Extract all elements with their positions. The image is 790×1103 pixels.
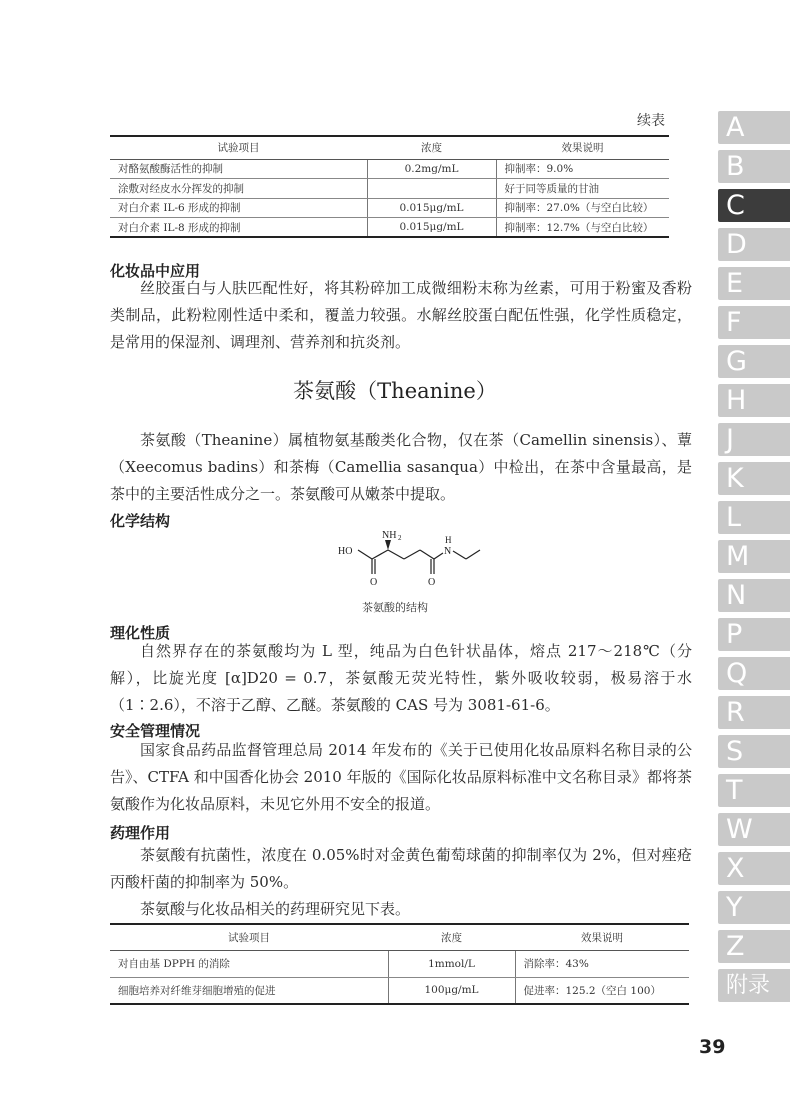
cell-effect: 消除率：43% — [515, 950, 689, 977]
structure-heading: 化学结构 — [110, 512, 171, 530]
header-concentration: 浓度 — [367, 136, 496, 159]
cell-concentration: 0.015μg/mL — [367, 218, 496, 238]
cosmetic-paragraph: 丝胶蛋白与人肤匹配性好，将其粉碎加工成微细粉末称为丝素，可用于粉蜜及香粉类制品，此粉粒刚性适中柔和，覆盖力较强。水解丝胶蛋白配伍性强，化学性质稳定，是常用的保湿剂、调理剂、营养剂和抗炎剂。 — [110, 279, 692, 351]
cell-effect: 抑制率：9.0% — [496, 159, 669, 179]
index-tab-r[interactable]: R — [718, 696, 790, 729]
index-tab-l[interactable]: L — [718, 501, 790, 534]
structure-caption: 茶氨酸的结构 — [362, 601, 428, 614]
index-tab-j[interactable]: J — [718, 423, 790, 456]
index-tab-s[interactable]: S — [718, 735, 790, 768]
bond — [420, 550, 434, 559]
intro-paragraph: 茶氨酸（Theanine）属植物氨基酸类化合物，仅在茶（Camellin sinensis）、蕈（Xeecomus badins）和茶梅（Camellia sasanqua）中检出，在茶中含量最高，是茶中的主要活性成分之一。茶氨酸可从嫩茶中提取。 — [110, 431, 692, 503]
bond — [372, 550, 388, 559]
atom-ho: HO — [338, 546, 353, 557]
index-tab-c[interactable]: C — [718, 189, 790, 222]
cell-item: 对白介素 IL-8 形成的抑制 — [118, 221, 241, 234]
index-tab-q[interactable]: Q — [718, 657, 790, 690]
index-tab-b[interactable]: B — [718, 150, 790, 183]
continued-label: 续表 — [637, 113, 665, 129]
cell-effect: 好于同等质量的甘油 — [496, 179, 669, 199]
entry-title: 茶氨酸（Theanine） — [293, 379, 497, 403]
index-tab-y[interactable]: Y — [718, 891, 790, 924]
cell-concentration: 100μg/mL — [388, 977, 515, 1004]
cell-effect: 抑制率：12.7%（与空白比较） — [504, 221, 654, 234]
index-tab-d[interactable]: D — [718, 228, 790, 261]
cell-concentration: 1mmol/L — [388, 950, 515, 977]
index-tab-f[interactable]: F — [718, 306, 790, 339]
atom-nh2-subscript: 2 — [398, 534, 402, 542]
pharma-paragraph: 茶氨酸有抗菌性，浓度在 0.05%时对金黄色葡萄球菌的抑制率仅为 2%，但对痤疮丙酸杆菌的抑制率为 50%。 — [110, 846, 692, 891]
cell-concentration — [367, 179, 496, 199]
index-tab-e[interactable]: E — [718, 267, 790, 300]
physchem-heading: 理化性质 — [110, 624, 171, 642]
cell-item: 涂敷对经皮水分挥发的抑制 — [110, 179, 367, 199]
table-row — [110, 218, 669, 238]
table-row — [110, 950, 689, 977]
index-tab-m[interactable]: M — [718, 540, 790, 573]
theanine-structure-diagram — [330, 530, 490, 600]
atom-nh: NH — [382, 530, 397, 541]
bond — [466, 550, 480, 559]
cosmetic-heading: 化妆品中应用 — [110, 262, 201, 280]
index-tab-x[interactable]: X — [718, 852, 790, 885]
index-tab-p[interactable]: P — [718, 618, 790, 651]
table-header-row — [110, 924, 689, 950]
index-tab-h[interactable]: H — [718, 384, 790, 417]
bond — [453, 551, 466, 559]
bond — [404, 550, 420, 559]
bond — [434, 553, 443, 559]
data-table-bottom — [110, 923, 689, 1005]
index-tab-a[interactable]: A — [718, 111, 790, 144]
data-table-top — [110, 135, 669, 238]
safety-heading: 安全管理情况 — [110, 722, 201, 740]
header-test-item: 试验项目 — [110, 924, 388, 950]
index-tab-z[interactable]: Z — [718, 930, 790, 963]
safety-paragraph: 国家食品药品监督管理总局 2014 年发布的《关于已使用化妆品原料名称目录的公告》、CTFA 和中国香化协会 2010 年版的《国际化妆品原料标准中文名称目录》都将茶氨酸作为化妆品原料，未见它外用不安全的报道。 — [110, 741, 692, 813]
header-effect: 效果说明 — [496, 136, 669, 159]
atom-o: O — [428, 577, 436, 588]
atom-n: N — [444, 546, 452, 557]
cell-concentration: 0.2mg/mL — [367, 159, 496, 179]
index-tab-t[interactable]: T — [718, 774, 790, 807]
wedge-bond — [385, 540, 391, 550]
bond — [358, 550, 372, 559]
cell-effect: 抑制率：27.0%（与空白比较） — [496, 198, 669, 218]
pharma-paragraph-table-intro: 茶氨酸与化妆品相关的药理研究见下表。 — [140, 900, 411, 918]
table-row — [110, 977, 689, 1004]
physchem-paragraph: 自然界存在的茶氨酸均为 L 型，纯品为白色针状晶体，熔点 217～218℃（分解），比旋光度 [α]D20 = 0.7，茶氨酸无荧光特性，紫外吸收较弱，极易溶于水（1∶2.6），不溶于乙醇、乙醚。茶氨酸的 CAS 号为 3081-61-6。 — [110, 642, 692, 714]
index-tab-g[interactable]: G — [718, 345, 790, 378]
cell-concentration: 0.015μg/mL — [367, 198, 496, 218]
index-tab-appendix[interactable]: 附录 — [718, 969, 790, 1002]
index-tab-n[interactable]: N — [718, 579, 790, 612]
cell-item: 对自由基 DPPH 的消除 — [110, 950, 388, 977]
header-concentration: 浓度 — [388, 924, 515, 950]
cell-item: 细胞培养对纤维芽细胞增殖的促进 — [118, 984, 276, 997]
index-tab-w[interactable]: W — [718, 813, 790, 846]
index-tab-k[interactable]: K — [718, 462, 790, 495]
cell-effect: 促进率：125.2（空白 100） — [523, 984, 661, 997]
table-row — [110, 179, 669, 199]
atom-h: H — [445, 535, 452, 545]
pharma-heading: 药理作用 — [110, 824, 171, 842]
table-row — [110, 159, 669, 179]
table-header-row — [110, 136, 669, 159]
table-row — [110, 198, 669, 218]
cell-item: 对酪氨酸酶活性的抑制 — [110, 159, 367, 179]
header-effect: 效果说明 — [515, 924, 689, 950]
atom-o: O — [370, 577, 378, 588]
cell-item: 对白介素 IL-6 形成的抑制 — [110, 198, 367, 218]
page-number: 39 — [699, 1036, 726, 1058]
bond — [388, 550, 404, 559]
header-test-item: 试验项目 — [110, 136, 367, 159]
